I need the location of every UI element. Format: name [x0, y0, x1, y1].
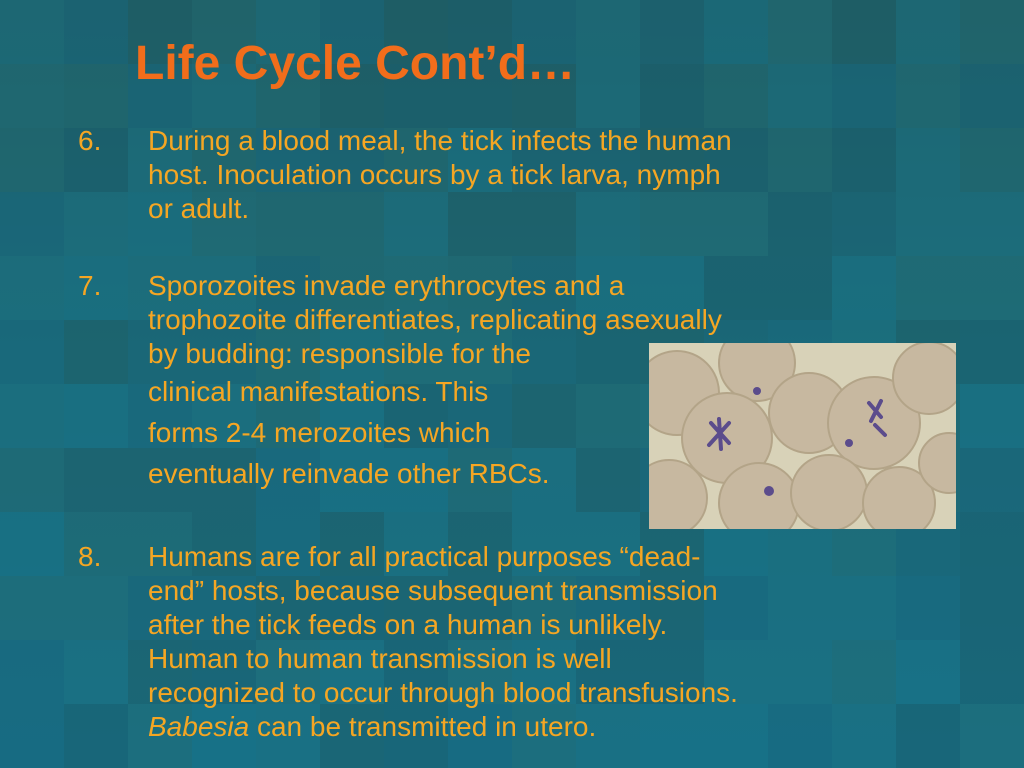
- background-tile: [896, 0, 960, 64]
- item-line: Sporozoites invade erythrocytes and a: [148, 270, 625, 301]
- item-line: Humans are for all practical purposes “dead-: [148, 541, 701, 572]
- item-number: 8.: [78, 541, 102, 572]
- item-line: after the tick feeds on a human is unlikely.: [148, 609, 668, 640]
- background-tile: [896, 192, 960, 256]
- item-line: trophozoite differentiates, replicating asexually: [148, 304, 722, 335]
- background-tile: [896, 128, 960, 192]
- background-tile: [896, 64, 960, 128]
- background-tile: [0, 640, 64, 704]
- item-line: clinical manifestations. This: [148, 376, 489, 407]
- background-tile: [960, 0, 1024, 64]
- background-tile: [0, 704, 64, 768]
- background-tile: [0, 256, 64, 320]
- background-tile: [576, 0, 640, 64]
- background-tile: [960, 384, 1024, 448]
- item-number: 6.: [78, 125, 102, 156]
- item-line: by budding: responsible for the: [148, 338, 531, 369]
- background-tile: [576, 64, 640, 128]
- background-tile: [640, 64, 704, 128]
- background-tile: [896, 704, 960, 768]
- rbc: [893, 343, 956, 414]
- item-line-last: [148, 710, 738, 744]
- item-number: 7.: [78, 270, 102, 301]
- parasite-dot: [764, 486, 774, 496]
- background-tile: [0, 512, 64, 576]
- background-tile: [960, 448, 1024, 512]
- item-line: recognized to occur through blood transfusions.: [148, 677, 738, 708]
- background-tile: [704, 64, 768, 128]
- background-tile: [0, 0, 64, 64]
- background-tile: [0, 448, 64, 512]
- background-tile: [960, 576, 1024, 640]
- item-line: During a blood meal, the tick infects the human: [148, 125, 732, 156]
- item-text: [148, 124, 732, 226]
- background-tile: [0, 320, 64, 384]
- background-tile: [832, 64, 896, 128]
- background-tile: [768, 0, 832, 64]
- background-tile: [0, 384, 64, 448]
- italic-genus-name: Babesia: [148, 711, 250, 742]
- slide-title: Life Cycle Cont’d…: [135, 37, 576, 90]
- background-tile: [0, 128, 64, 192]
- background-tile: [832, 0, 896, 64]
- background-tile: [896, 576, 960, 640]
- background-tile: [0, 576, 64, 640]
- item-line: host. Inoculation occurs by a tick larva, nymph: [148, 159, 721, 190]
- background-tile: [896, 640, 960, 704]
- background-tile: [960, 320, 1024, 384]
- item-text: [148, 540, 738, 744]
- blood-smear-micrograph: [649, 343, 956, 529]
- background-tile: [0, 64, 64, 128]
- background-tile: [960, 704, 1024, 768]
- background-tile: [64, 0, 128, 64]
- background-tile: [960, 640, 1024, 704]
- background-tile: [0, 192, 64, 256]
- background-tile: [704, 0, 768, 64]
- parasite-dot: [753, 387, 761, 395]
- item-line: Human to human transmission is well: [148, 643, 612, 674]
- parasite-dot: [845, 439, 853, 447]
- background-tile: [768, 64, 832, 128]
- background-tile: [640, 0, 704, 64]
- list-item-6: [78, 124, 898, 234]
- item-line-rest: can be transmitted in utero.: [249, 711, 597, 742]
- item-line: eventually reinvade other RBCs.: [148, 458, 550, 489]
- background-tile: [960, 64, 1024, 128]
- item-line: or adult.: [148, 193, 250, 224]
- background-tile: [960, 128, 1024, 192]
- item-line: forms 2-4 merozoites which: [148, 417, 491, 448]
- background-tile: [64, 64, 128, 128]
- background-tile: [960, 256, 1024, 320]
- rbc: [791, 455, 867, 529]
- list-item-8: [78, 540, 898, 750]
- background-tile: [960, 192, 1024, 256]
- item-text: [148, 269, 722, 494]
- item-line: end” hosts, because subsequent transmission: [148, 575, 718, 606]
- background-tile: [896, 256, 960, 320]
- background-tile: [960, 512, 1024, 576]
